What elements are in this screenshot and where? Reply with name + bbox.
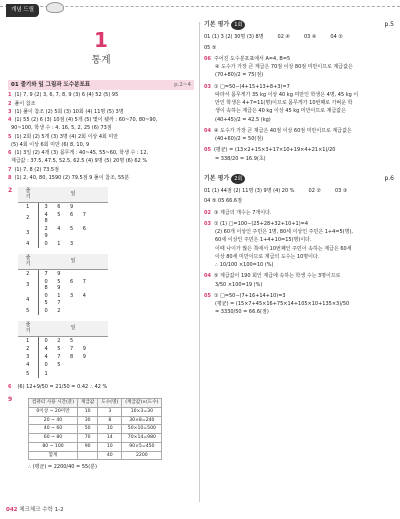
freq-cell: 80 ~ 100 — [29, 442, 78, 451]
mascot-icon — [46, 2, 64, 13]
answer-line-text: (1) 풀이 참조 (2) 5회 (3) 10회 (4) 11명 (5) 3명 — [14, 108, 124, 115]
freq-cell: 10 — [78, 407, 98, 416]
solution-text: (평균) = (13×2+15×3+17×10+19×4+21×1)/20 — [213, 147, 336, 154]
evaluation-1-page: p.5 — [384, 21, 394, 29]
stem-leaf-header: 줄기 — [18, 321, 38, 336]
answer-line — [8, 101, 194, 107]
answer-line — [8, 142, 194, 148]
solution-text: 따라서 몸무게가 35 kg 이상 40 kg 미만인 학생은 4명, 45 kg 이 — [215, 91, 359, 98]
solution-text: ∴ 10/100 ×100=10 (%) — [215, 262, 274, 268]
answer-line — [8, 109, 194, 115]
stem-leaf-table — [18, 187, 108, 248]
evaluation-2-answers — [204, 188, 394, 194]
answer-line — [8, 167, 194, 173]
answer-9-number: 9 — [8, 396, 13, 404]
evaluation-2-page: p.6 — [384, 175, 394, 183]
answer-line-number: 6 — [8, 150, 12, 157]
evaluation-2-header — [204, 174, 394, 184]
solution-line — [204, 273, 394, 279]
left-column — [8, 18, 194, 471]
solution-text: 생이 속하는 계급은 40 kg 이상 45 kg 미만이므로 계급값은 — [215, 108, 346, 115]
frequency-table — [28, 398, 162, 460]
solution-text: ④ 도수가 가장 큰 계급은 70점 이상 80점 미만이므로 계급값은 — [215, 64, 353, 70]
solution-number: 04 — [204, 127, 211, 134]
evaluation-1-answers — [204, 34, 394, 40]
freq-row — [29, 407, 162, 416]
leaf-cell: 4 5 6 7 8 — [44, 211, 90, 225]
solution-text: ① (1) □=100−(25+28+32+10+1)=4 — [213, 220, 309, 227]
section-tag: 개념 드릴 — [6, 4, 39, 17]
stem-leaf-row — [18, 278, 108, 293]
freq-cell: 2200 — [122, 451, 162, 460]
leaf-cell: 4 7 8 9 — [44, 354, 90, 361]
answer-9 — [8, 396, 194, 470]
answer-line-number: 8 — [8, 174, 12, 181]
solution-text: 만인 학생은 4+7=11(명)이므로 몸무게가 10번째로 가벼운 학 — [215, 100, 353, 106]
solution-text: ③ 계급의 개수는 7개이다. — [213, 209, 272, 216]
answer-line-number: 7 — [8, 166, 12, 173]
page-footer — [6, 507, 64, 514]
evaluation-1-solutions — [204, 56, 394, 162]
stem-leaf-row — [18, 370, 108, 378]
solution-number: 02 — [204, 209, 211, 216]
answer-6-number: 6 — [8, 383, 12, 390]
leaf-cell: 0 1 3 — [44, 240, 78, 247]
answer-line-text: (1) 7, 9 (2) 3, 6, 7, 8, 9 (3) 6 (4) 52 (5) 95 — [14, 92, 119, 99]
stem-leaf-row — [18, 211, 108, 226]
stem-leaf-row — [18, 240, 108, 248]
solution-line — [204, 293, 394, 299]
freq-cell: 10 — [98, 425, 122, 434]
answer-line — [8, 175, 194, 181]
evaluation-1-answers-2 — [204, 45, 394, 51]
solution-text: 주어진 도수분포표에서 A=4, B=5 — [213, 55, 291, 62]
freq-cell: 50 — [78, 425, 98, 434]
leaf-cell: 0 5 6 7 8 9 — [44, 278, 90, 292]
stem-leaf-plots — [8, 187, 194, 378]
stem-cell: 1 — [18, 202, 38, 211]
answer-6-expression: (6) 12+9/50 = 21/50 = 0.42 ∴ 42 % — [17, 383, 108, 390]
leaf-cell: 0 2 5 — [44, 337, 78, 344]
solution-text: (평균) = (15×7+45×16+75×14+105×10+135×3)/50 — [215, 301, 350, 307]
answer-option: 01 (1) 44점 (2) 11명 (3) 9명 (4) 20 % — [204, 188, 295, 194]
solution-line — [204, 246, 394, 252]
evaluation-2-answer-04-05: 04 ⑤ 05 66.6점 — [204, 198, 242, 205]
freq-header: 컴퓨터 사용 시간(분) — [29, 399, 78, 408]
leaf-cell: 2 4 5 6 9 — [44, 226, 90, 239]
solution-line — [204, 262, 394, 268]
answer-line-text: 90~100, 학생 수 : 4, 16, 5, 2, 25 (6) 73점 — [11, 125, 112, 132]
solution-line — [204, 229, 394, 235]
answer-9-mean: ∴ (평균) = 2200/40 = 55(분) — [28, 464, 97, 471]
page-number: 042 — [6, 507, 18, 513]
evaluation-2-badge: 2회 — [231, 174, 245, 184]
solution-text: ④ 도수가 가장 큰 계급은 40점 이상 60점 미만이므로 계급값은 — [213, 127, 352, 134]
freq-cell: 3 — [98, 407, 122, 416]
section-page: p.2~4 — [174, 81, 191, 88]
solution-line — [204, 108, 394, 114]
answer-line — [8, 125, 194, 131]
section-header — [8, 80, 194, 91]
stem-cell: 5 — [18, 370, 38, 378]
column-divider — [199, 22, 200, 502]
stem-cell: 1 — [18, 336, 38, 345]
answer-line-text: 계급값 : 37.5, 47.5, 52.5, 62.5 (4) 9명 (5) 20명 (6) 62 % — [11, 158, 148, 165]
evaluation-1-header — [204, 20, 394, 30]
solution-text: (2) 60개 이상인 주민은 1명, 80세 이상인 주민은 1+4=5(명), — [215, 229, 353, 235]
solution-line — [204, 237, 394, 243]
stem-leaf-row — [18, 307, 108, 315]
answer-option: 03 ③ — [334, 188, 348, 194]
solution-text: 이상 80세 미만이므로 계급의 도수는 10명이다. — [215, 253, 320, 260]
solution-number: 04 — [204, 273, 211, 280]
solution-line — [204, 147, 394, 153]
solution-line — [204, 84, 394, 90]
answer-line — [8, 117, 194, 123]
stem-leaf-header: 잎 — [38, 187, 108, 202]
solution-text: ① □=50−(4+15+13+8+3)=7 — [213, 83, 290, 90]
freq-cell: 20 ~ 40 — [29, 416, 78, 425]
answer-line — [8, 134, 194, 140]
freq-cell: 14 — [98, 434, 122, 443]
answer-option: 02 ② — [308, 188, 321, 194]
answer-option: 02 ④ — [277, 34, 290, 41]
solution-line — [204, 301, 394, 307]
answer-option: 03 ④ — [303, 34, 317, 41]
stem-cell: 2 — [18, 269, 38, 278]
solution-number: 05 — [204, 292, 211, 299]
stem-cell: 4 — [18, 240, 38, 248]
freq-cell: 90×5=450 — [122, 442, 162, 451]
freq-header: 도수(명) — [98, 399, 122, 408]
answer-lines — [8, 92, 194, 181]
answer-line-number: 1 — [8, 92, 12, 99]
solution-number: 06 — [204, 55, 211, 62]
stem-leaf-block — [8, 254, 194, 315]
stem-cell: 2 — [18, 211, 38, 226]
solution-line — [204, 282, 394, 288]
freq-cell: 0이상 ~ 20미만 — [29, 407, 78, 416]
stem-leaf-header: 줄기 — [18, 187, 38, 202]
stem-leaf-row — [18, 361, 108, 369]
stem-leaf-block — [8, 321, 194, 378]
chapter-title: 통계 — [91, 55, 111, 66]
freq-row — [29, 451, 162, 460]
freq-cell: 합계 — [29, 451, 78, 460]
evaluation-2-answers-2 — [204, 198, 394, 204]
stem-leaf-row — [18, 225, 108, 240]
solution-line — [204, 117, 394, 123]
solution-text: = 3330/50 = 66.6(점) — [215, 309, 269, 316]
solution-line — [204, 156, 394, 162]
leaf-cell: 0 1 3 4 5 7 — [44, 293, 90, 306]
footer-label: 체크체크 수학 1-2 — [19, 507, 64, 513]
evaluation-1-answer-05: 05 ⑤ — [204, 44, 217, 51]
stem-leaf-row — [18, 336, 108, 345]
freq-cell: 10×3=30 — [122, 407, 162, 416]
stem-cell: 4 — [18, 292, 38, 307]
answer-6 — [8, 384, 194, 390]
stem-cell: 4 — [18, 361, 38, 369]
right-column — [204, 18, 394, 316]
solution-text: 이때 나이가 많은 쪽에서 10번째인 주민이 속하는 계급은 60세 — [215, 245, 352, 252]
freq-header: (계급값)×(도수) — [122, 399, 162, 408]
answer-option: 01 (1) 3 (2) 30명 (3) 8명 — [204, 34, 264, 41]
stem-cell: 2 — [18, 345, 38, 353]
freq-row — [29, 442, 162, 451]
solution-line — [204, 100, 394, 106]
stem-leaf-number — [8, 254, 18, 315]
freq-row — [29, 416, 162, 425]
solution-line — [204, 64, 394, 70]
evaluation-2-title: 기본 평가 — [204, 174, 230, 182]
solution-text: ① □=50−(7+16+14+10)=3 — [213, 292, 286, 299]
answer-option: 04 ② — [330, 34, 343, 41]
answer-line — [8, 92, 194, 98]
solution-line — [204, 72, 394, 78]
stem-leaf-row — [18, 269, 108, 278]
answer-line-text: (1) 2, 40, 80, 1590 (2) 79.5점 9 풀이 참조, 55분 — [14, 174, 130, 181]
solution-text: 60세 이상인 주민은 1+4+10=15(명)이다. — [215, 237, 312, 244]
freq-cell: 60 ~ 80 — [29, 434, 78, 443]
stem-cell: 3 — [18, 353, 38, 361]
stem-leaf-number — [8, 321, 18, 378]
solution-number: 03 — [204, 83, 211, 90]
stem-leaf-row — [18, 202, 108, 211]
answer-line-text: 풀이 참조 — [14, 100, 36, 107]
answer-line — [8, 150, 194, 156]
freq-row — [29, 434, 162, 443]
freq-cell — [78, 451, 98, 460]
solution-number: 05 — [204, 147, 211, 154]
solution-text: 3/50 ×100=19 (%) — [215, 281, 263, 288]
evaluation-1-badge: 1회 — [231, 20, 245, 30]
stem-leaf-number: 2 — [8, 187, 13, 195]
stem-leaf-header: 줄기 — [18, 254, 38, 269]
leaf-cell: 0 2 — [44, 307, 65, 314]
answer-line-text: (1) 7, 8 (2) 73.5점 — [14, 166, 59, 173]
stem-leaf-block — [8, 187, 194, 248]
stem-leaf-row — [18, 353, 108, 361]
chapter-number: 1 — [94, 28, 108, 52]
leaf-cell: 1 — [44, 370, 52, 377]
solution-line — [204, 92, 394, 98]
stem-cell: 3 — [18, 278, 38, 293]
solution-line — [204, 56, 394, 62]
solution-text: (40+45)/2 = 42.5 (kg) — [215, 116, 271, 123]
answer-line-number: 4 — [8, 117, 12, 124]
solution-line — [204, 221, 394, 227]
answer-line-text: (5) 4회 이상 6회 미만 (6) 8, 10, 9 — [11, 141, 90, 148]
solution-line — [204, 254, 394, 260]
answer-line-text: (1) 3일 (2) 4개 (3) 몸무게 : 40~45, 55~60, 학생 수 : 12, — [14, 150, 149, 157]
solution-number: 03 — [204, 220, 211, 227]
solution-line — [204, 210, 394, 216]
answer-line-number: 2 — [8, 100, 12, 107]
freq-cell: 8 — [98, 416, 122, 425]
freq-cell: 40 ~ 60 — [29, 425, 78, 434]
stem-cell: 5 — [18, 307, 38, 315]
stem-leaf-header: 잎 — [38, 321, 108, 336]
answer-line-text: (1) 55 (2) 6 (3) 10점 (4) 5개 (5) 몇이 됐까 : 60~70, 80~90, — [14, 117, 158, 124]
solution-text: = 338/20 = 16.9(초) — [215, 155, 266, 162]
stem-leaf-header: 잎 — [38, 254, 108, 269]
section-title: 01 줄기와 잎 그림과 도수분포표 — [11, 81, 91, 88]
freq-cell: 40 — [98, 451, 122, 460]
evaluation-1-title: 기본 평가 — [204, 21, 230, 28]
leaf-cell: 0 5 — [44, 362, 65, 369]
answer-line — [8, 158, 194, 164]
answer-line-number: 3 — [8, 108, 12, 115]
solution-text: (70+80)/2 = 75(점) — [215, 72, 264, 79]
freq-cell: 30×8=240 — [122, 416, 162, 425]
freq-cell: 30 — [78, 416, 98, 425]
stem-leaf-table — [18, 321, 108, 378]
solution-line — [204, 136, 394, 142]
stem-cell: 3 — [18, 225, 38, 240]
solution-line — [204, 128, 394, 134]
answer-line-text: (1) 2회 (2) 5개 (3) 3명 (4) 2회 이상 4회 미만 — [14, 133, 119, 140]
answer-line-number: 5 — [8, 133, 12, 140]
evaluation-2-solutions — [204, 210, 394, 316]
freq-header: 계급값 — [78, 399, 98, 408]
freq-cell: 90 — [78, 442, 98, 451]
freq-row — [29, 425, 162, 434]
leaf-cell: 3 6 9 — [44, 203, 78, 210]
leaf-cell: 4 5 7 9 — [44, 345, 90, 352]
solution-line — [204, 309, 394, 315]
freq-cell: 10 — [98, 442, 122, 451]
freq-cell: 70×14=980 — [122, 434, 162, 443]
stem-leaf-table — [18, 254, 108, 315]
freq-cell: 70 — [78, 434, 98, 443]
solution-text: ⑤ 계급값이 190 회인 계급에 속하는 학생 수는 3명이므로 — [213, 273, 341, 280]
stem-leaf-row — [18, 292, 108, 307]
solution-text: (40+60)/2 = 50(점) — [215, 136, 264, 142]
stem-leaf-row — [18, 345, 108, 353]
freq-cell: 50×10=500 — [122, 425, 162, 434]
leaf-cell: 7 9 — [44, 270, 65, 277]
